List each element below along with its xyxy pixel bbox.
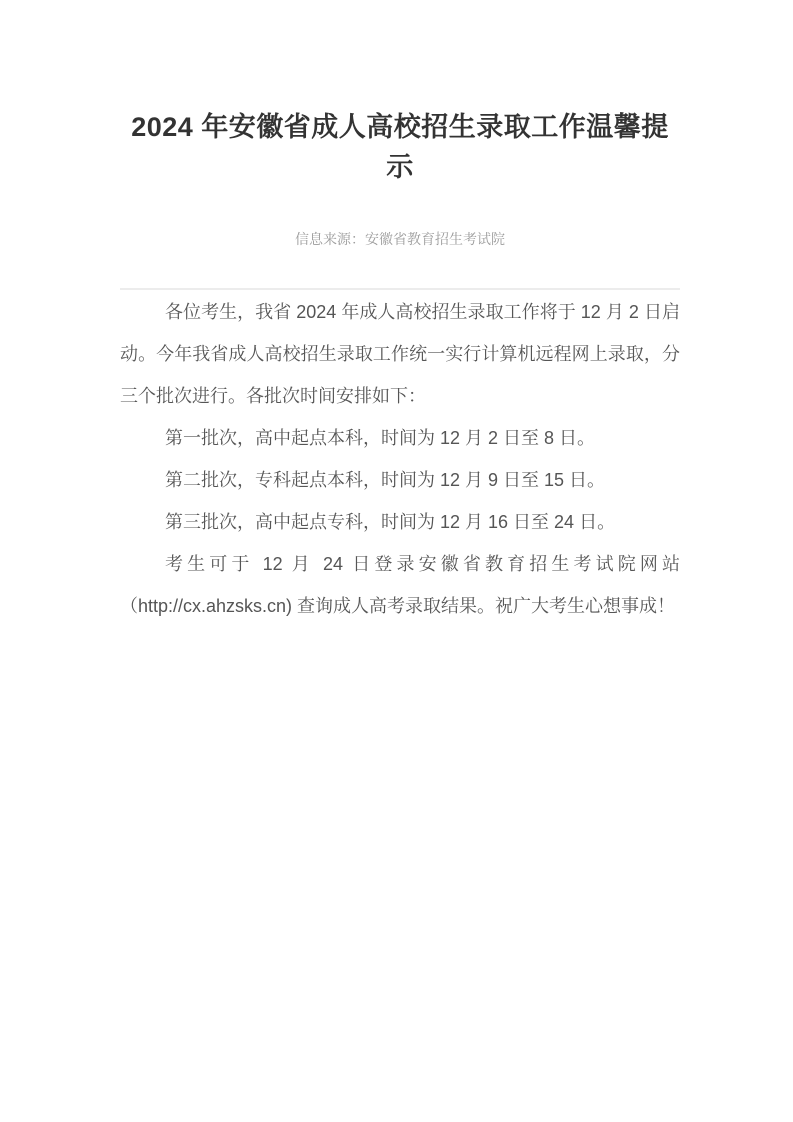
body-paragraph: 第三批次，高中起点专科，时间为 12 月 16 日至 24 日。 [165, 512, 616, 532]
divider [120, 288, 680, 290]
body-paragraph: 第一批次，高中起点本科，时间为 12 月 2 日至 8 日。 [165, 428, 596, 448]
body-paragraph: 考生可于 12 月 24 日登录安徽省教育招生考试院网站（http://cx.ahzsks.cn) 查询成人高考录取结果。祝广大考生心想事成！ [120, 554, 680, 616]
source-label: 信息来源：安徽省教育招生考试院 [295, 231, 505, 247]
article-body [120, 291, 680, 627]
page-title: 2024 年安徽省成人高校招生录取工作温馨提示 [131, 112, 669, 182]
body-paragraph: 各位考生，我省 2024 年成人高校招生录取工作将于 12 月 2 日启动。今年我省成人高校招生录取工作统一实行计算机远程网上录取，分三个批次进行。各批次时间安排如下： [120, 302, 680, 406]
article [120, 0, 680, 627]
body-paragraph: 第二批次，专科起点本科，时间为 12 月 9 日至 15 日。 [165, 470, 606, 490]
